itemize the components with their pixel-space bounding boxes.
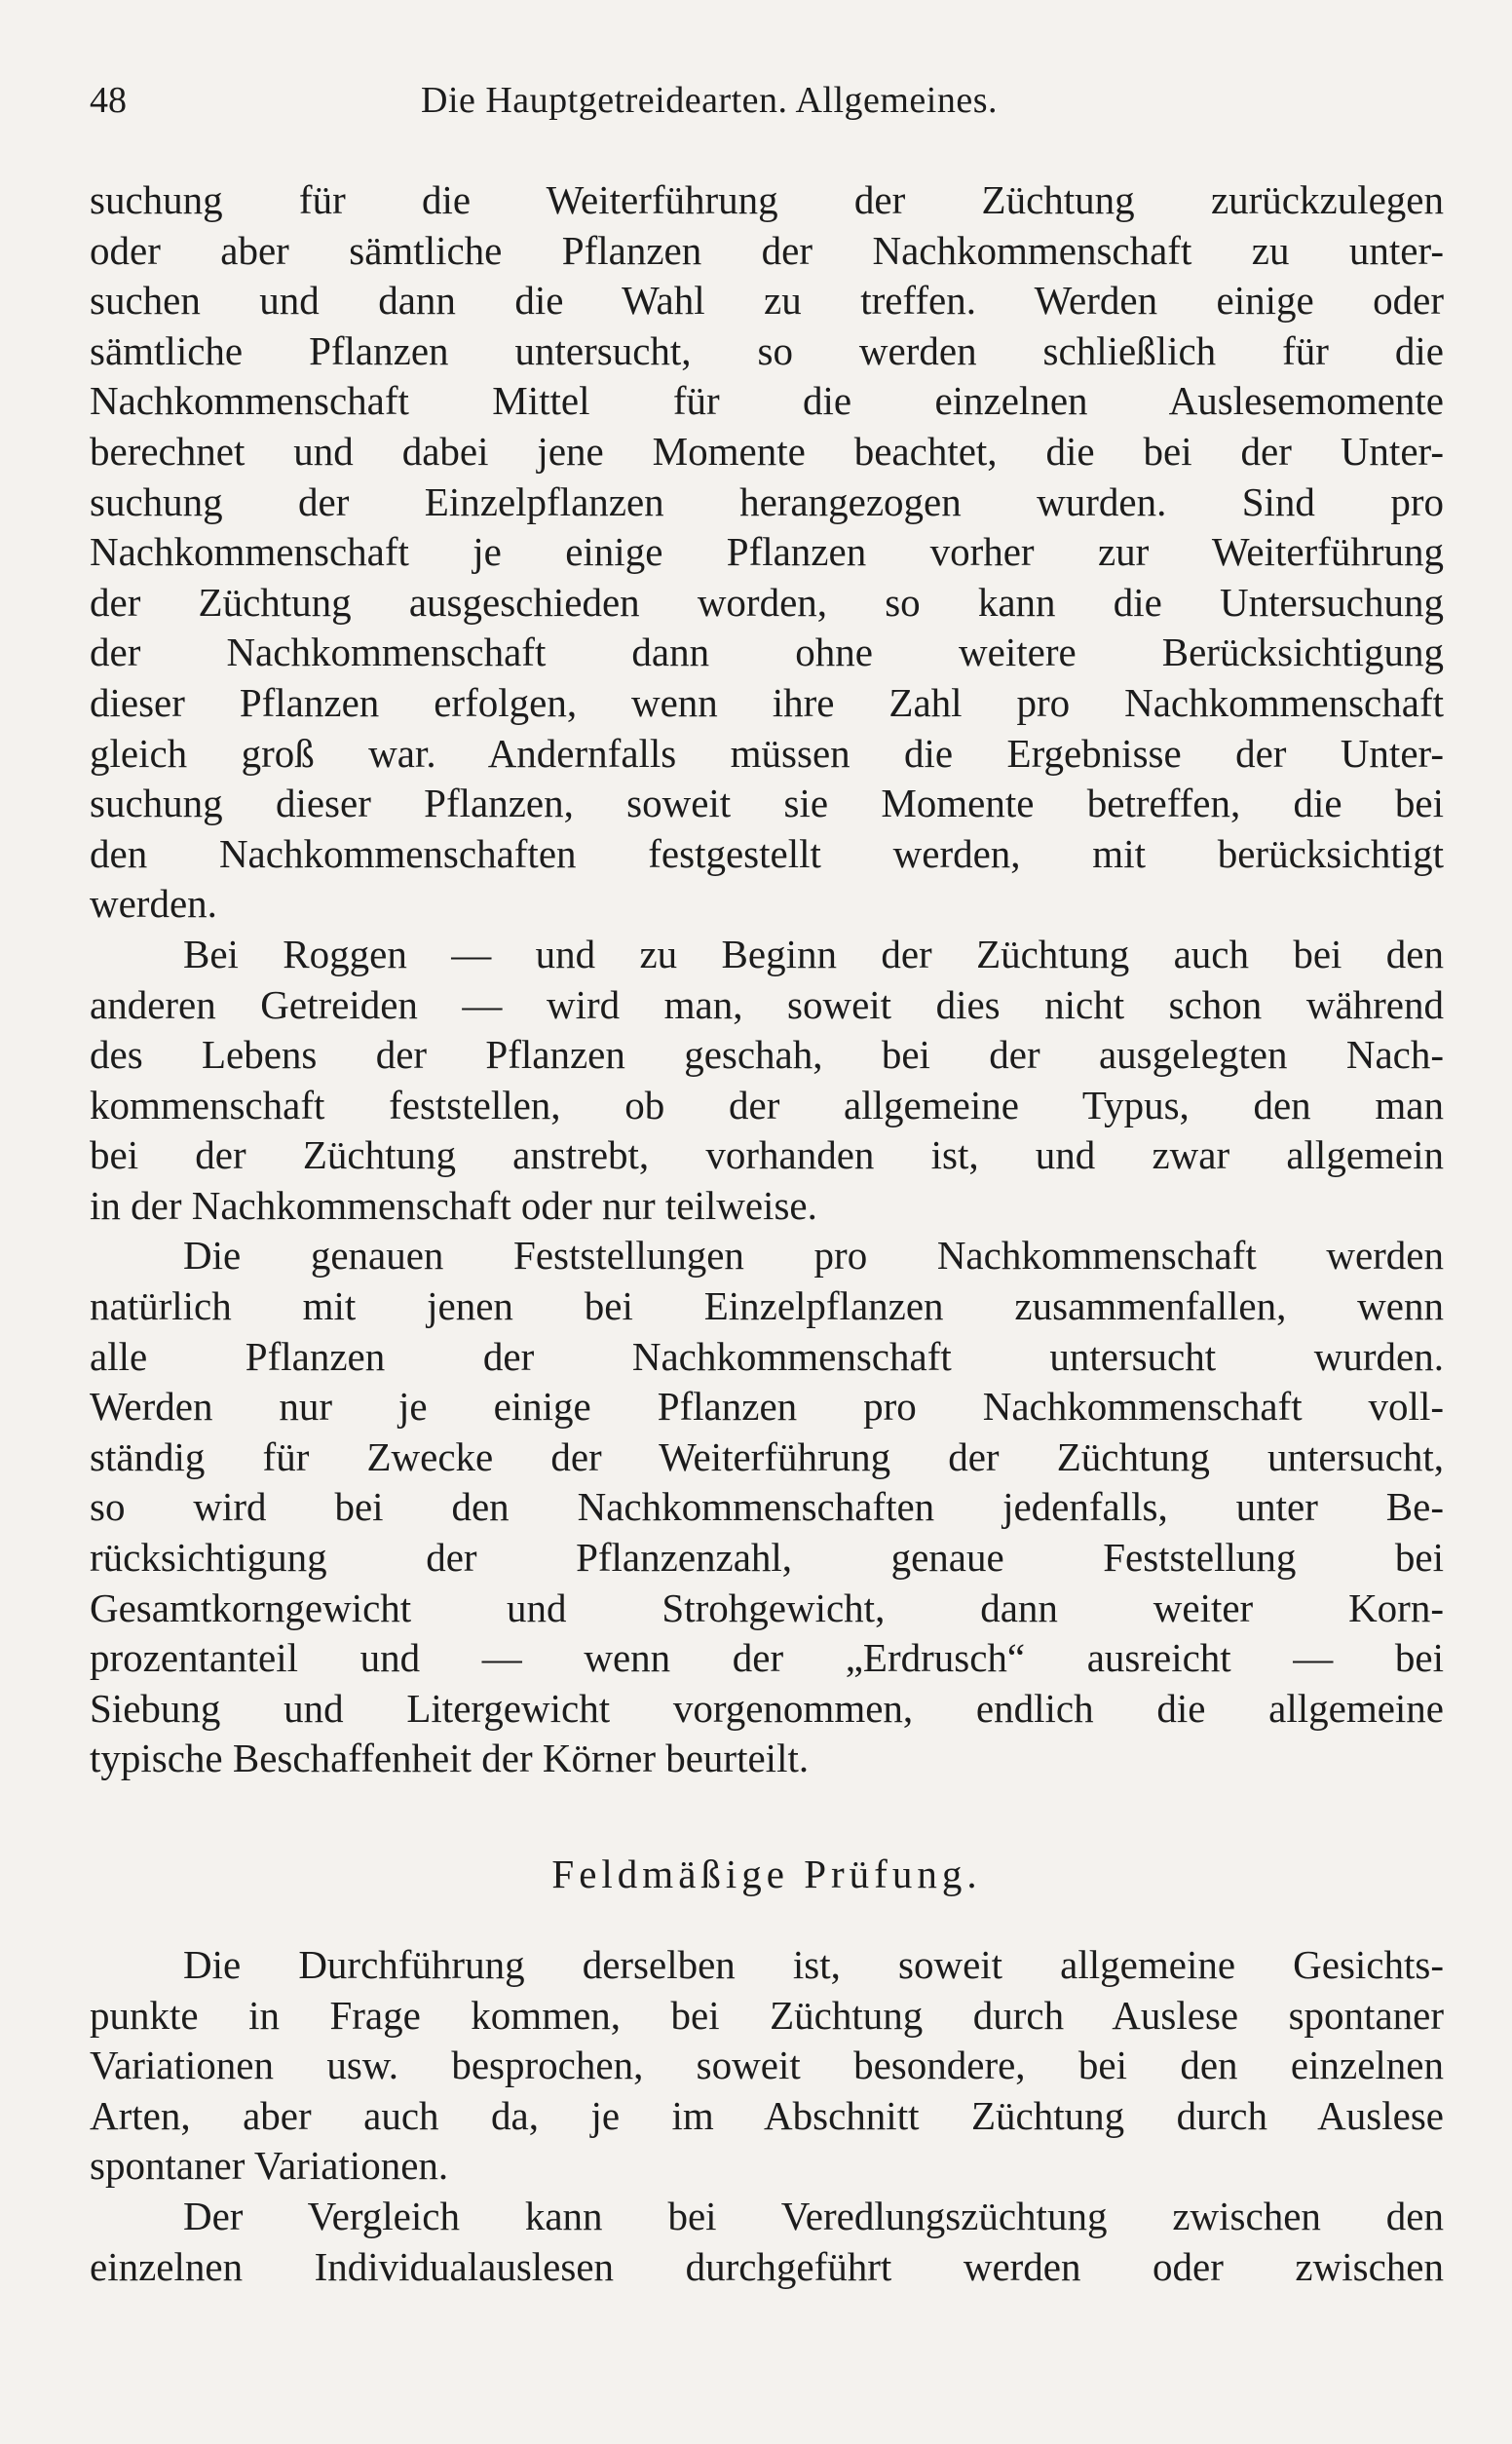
running-head: Die Hauptgetreidearten. Allgemeines. bbox=[421, 80, 999, 121]
text-line: bei der Züchtung anstrebt, vorhanden ist, und zwar allgemein bbox=[90, 1132, 1444, 1178]
text-line: ständig für Zwecke der Weiterführung der Züchtung untersucht, bbox=[90, 1433, 1444, 1479]
text-line: einzelnen Individualauslesen durchgeführt werden oder zwischen bbox=[90, 2243, 1444, 2289]
text-line: oder aber sämtliche Pflanzen der Nachkommenschaft zu unter- bbox=[90, 227, 1444, 273]
section-heading: Feldmäßige Prüfung. bbox=[551, 1852, 982, 1896]
text-line: suchen und dann die Wahl zu treffen. Werden einige oder bbox=[90, 278, 1444, 324]
text-line: Gesamtkorngewicht und Strohgewicht, dann weiter Korn- bbox=[90, 1585, 1444, 1630]
text-line: sämtliche Pflanzen untersucht, so werden schließlich für die bbox=[90, 327, 1444, 373]
text-line: Die genauen Feststellungen pro Nachkommenschaft werden bbox=[183, 1233, 1444, 1279]
text-line: dieser Pflanzen erfolgen, wenn ihre Zahl pro Nachkommenschaft bbox=[90, 679, 1444, 725]
page-number: 48 bbox=[90, 80, 127, 121]
text-line: so wird bei den Nachkommenschaften jedenfalls, unter Be- bbox=[90, 1484, 1444, 1530]
text-line: spontaner Variationen. bbox=[90, 2143, 449, 2189]
paragraph bbox=[90, 1940, 1444, 2192]
paragraphs-before-heading bbox=[90, 175, 1444, 1784]
text-line: in der Nachkommenschaft oder nur teilweise. bbox=[90, 1182, 817, 1228]
body-text bbox=[90, 175, 1444, 2292]
text-line: gleich groß war. Andernfalls müssen die Ergebnisse der Unter- bbox=[90, 730, 1444, 776]
text-line: werden. bbox=[90, 881, 217, 927]
text-line: Siebung und Litergewicht vorgenommen, endlich die allgemeine bbox=[90, 1685, 1444, 1731]
text-line: den Nachkommenschaften festgestellt werden, mit berücksichtigt bbox=[90, 830, 1444, 876]
text-line: suchung für die Weiterführung der Züchtung zurückzulegen bbox=[90, 177, 1444, 222]
text-line: prozentanteil und — wenn der „Erdrusch“ ausreicht — bei bbox=[90, 1635, 1444, 1681]
paragraph bbox=[90, 175, 1444, 930]
text-line: typische Beschaffenheit der Körner beurteilt. bbox=[90, 1736, 810, 1781]
text-line: des Lebens der Pflanzen geschah, bei der ausgelegten Nach- bbox=[90, 1032, 1444, 1078]
text-line: suchung dieser Pflanzen, soweit sie Momente betreffen, die bei bbox=[90, 781, 1444, 826]
paragraph bbox=[90, 1231, 1444, 1784]
text-line: der Nachkommenschaft dann ohne weitere Berücksichtigung bbox=[90, 630, 1444, 675]
text-line: Bei Roggen — und zu Beginn der Züchtung auch bei den bbox=[183, 931, 1444, 976]
text-line: Werden nur je einige Pflanzen pro Nachkommenschaft voll- bbox=[90, 1384, 1444, 1430]
text-line: suchung der Einzelpflanzen herangezogen wurden. Sind pro bbox=[90, 478, 1444, 524]
text-line: Die Durchführung derselben ist, soweit allgemeine Gesichts- bbox=[183, 1942, 1444, 1987]
text-line: punkte in Frage kommen, bei Züchtung durch Auslese spontaner bbox=[90, 1992, 1444, 2038]
text-line: Der Vergleich kann bei Veredlungszüchtung zwischen den bbox=[183, 2193, 1444, 2238]
text-line: alle Pflanzen der Nachkommenschaft untersucht wurden. bbox=[90, 1333, 1444, 1379]
text-line: anderen Getreiden — wird man, soweit dies nicht schon während bbox=[90, 981, 1444, 1027]
paragraph bbox=[90, 2192, 1444, 2292]
text-line: kommenschaft feststellen, ob der allgemeine Typus, den man bbox=[90, 1082, 1444, 1127]
text-line: rücksichtigung der Pflanzenzahl, genaue Feststellung bei bbox=[90, 1535, 1444, 1581]
text-line: Variationen usw. besprochen, soweit besondere, bei den einzelnen bbox=[90, 2043, 1444, 2088]
text-line: natürlich mit jenen bei Einzelpflanzen zusammenfallen, wenn bbox=[90, 1283, 1444, 1329]
paragraphs-after-heading bbox=[90, 1940, 1444, 2292]
text-line: berechnet und dabei jene Momente beachtet, die bei der Unter- bbox=[90, 428, 1444, 474]
text-line: Nachkommenschaft je einige Pflanzen vorher zur Weiterführung bbox=[90, 529, 1444, 575]
paragraph bbox=[90, 930, 1444, 1232]
page-header bbox=[90, 76, 1444, 125]
text-line: Nachkommenschaft Mittel für die einzelnen Auslesemomente bbox=[90, 378, 1444, 424]
text-line: Arten, aber auch da, je im Abschnitt Züchtung durch Auslese bbox=[90, 2092, 1444, 2138]
text-line: der Züchtung ausgeschieden worden, so kann die Untersuchung bbox=[90, 579, 1444, 625]
